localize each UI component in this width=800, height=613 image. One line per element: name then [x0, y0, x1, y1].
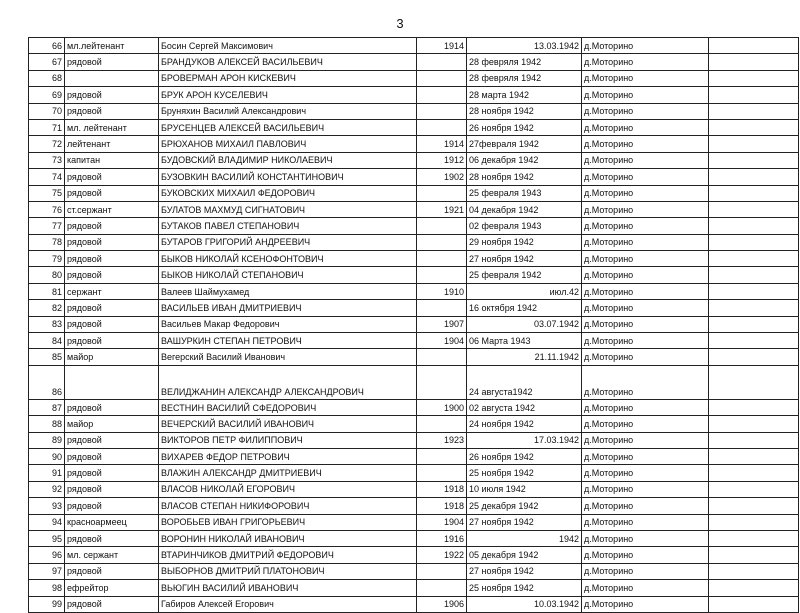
death-date-cell: 28 февряля 1942	[467, 54, 582, 70]
death-date-cell: 28 ноября 1942	[467, 169, 582, 185]
burial-place-cell: д.Моторино	[582, 349, 709, 365]
rank-cell: рядовой	[65, 218, 159, 234]
empty-cell	[709, 498, 799, 514]
name-cell: ВЛАСОВ СТЕПАН НИКИФОРОВИЧ	[159, 498, 417, 514]
empty-cell	[709, 481, 799, 497]
burial-place-cell: д.Моторино	[582, 580, 709, 596]
empty-cell	[709, 416, 799, 432]
rank-cell: рядовой	[65, 234, 159, 250]
death-date-cell: 17.03.1942	[467, 432, 582, 448]
burial-place-cell: д.Моторино	[582, 201, 709, 217]
row-number-cell: 93	[29, 498, 65, 514]
rank-cell: рядовой	[65, 333, 159, 349]
row-number-cell: 78	[29, 234, 65, 250]
death-date-cell: 02 августа 1942	[467, 399, 582, 415]
empty-cell	[709, 234, 799, 250]
rank-cell	[65, 70, 159, 86]
rank-cell: рядовой	[65, 498, 159, 514]
table-row	[29, 201, 799, 217]
burial-place-cell: д.Моторино	[582, 103, 709, 119]
table-row	[29, 563, 799, 579]
birth-year-cell: 1914	[417, 38, 467, 54]
empty-cell	[709, 333, 799, 349]
burial-place-cell: д.Моторино	[582, 251, 709, 267]
burial-place-cell: д.Моторино	[582, 596, 709, 612]
table-row	[29, 416, 799, 432]
name-cell: Босин Сергей Максимович	[159, 38, 417, 54]
birth-year-cell: 1918	[417, 481, 467, 497]
table-row	[29, 596, 799, 612]
empty-cell	[709, 103, 799, 119]
name-cell: БРУК АРОН КУСЕЛЕВИЧ	[159, 87, 417, 103]
row-number-cell: 73	[29, 152, 65, 168]
table-row	[29, 119, 799, 135]
name-cell: ВАШУРКИН СТЕПАН ПЕТРОВИЧ	[159, 333, 417, 349]
rank-cell: мл. сержант	[65, 547, 159, 563]
name-cell: ВЕЛИДЖАНИН АЛЕКСАНДР АЛЕКСАНДРОВИЧ	[159, 365, 417, 399]
death-date-cell: 29 ноября 1942	[467, 234, 582, 250]
birth-year-cell	[417, 267, 467, 283]
burial-place-cell: д.Моторино	[582, 169, 709, 185]
rank-cell: ст.сержант	[65, 201, 159, 217]
rank-cell: рядовой	[65, 251, 159, 267]
row-number-cell: 95	[29, 530, 65, 546]
birth-year-cell	[417, 119, 467, 135]
burial-place-cell: д.Моторино	[582, 365, 709, 399]
death-date-cell: 10.03.1942	[467, 596, 582, 612]
birth-year-cell	[417, 300, 467, 316]
name-cell: БУТАКОВ ПАВЕЛ СТЕПАНОВИЧ	[159, 218, 417, 234]
table-row	[29, 365, 799, 399]
burial-place-cell: д.Моторино	[582, 283, 709, 299]
empty-cell	[709, 563, 799, 579]
empty-cell	[709, 580, 799, 596]
empty-cell	[709, 201, 799, 217]
death-date-cell: 28 февряля 1942	[467, 70, 582, 86]
birth-year-cell: 1906	[417, 596, 467, 612]
name-cell: ВТАРИНЧИКОВ ДМИТРИЙ ФЕДОРОВИЧ	[159, 547, 417, 563]
row-number-cell: 81	[29, 283, 65, 299]
roster-body	[29, 38, 799, 613]
table-row	[29, 136, 799, 152]
rank-cell: сержант	[65, 283, 159, 299]
burial-place-cell: д.Моторино	[582, 563, 709, 579]
burial-place-cell: д.Моторино	[582, 514, 709, 530]
rank-cell: рядовой	[65, 185, 159, 201]
death-date-cell: 28 марта 1942	[467, 87, 582, 103]
empty-cell	[709, 251, 799, 267]
empty-cell	[709, 316, 799, 332]
table-row	[29, 498, 799, 514]
table-row	[29, 349, 799, 365]
row-number-cell: 69	[29, 87, 65, 103]
death-date-cell: 03.07.1942	[467, 316, 582, 332]
burial-place-cell: д.Моторино	[582, 399, 709, 415]
rank-cell: рядовой	[65, 465, 159, 481]
death-date-cell: 25 ноября 1942	[467, 465, 582, 481]
name-cell: БУТАРОВ ГРИГОРИЙ АНДРЕЕВИЧ	[159, 234, 417, 250]
rank-cell: рядовой	[65, 399, 159, 415]
death-date-cell: 10 июля 1942	[467, 481, 582, 497]
birth-year-cell	[417, 87, 467, 103]
burial-place-cell: д.Моторино	[582, 38, 709, 54]
birth-year-cell	[417, 103, 467, 119]
death-date-cell: 27 ноября 1942	[467, 514, 582, 530]
empty-cell	[709, 70, 799, 86]
birth-year-cell: 1907	[417, 316, 467, 332]
name-cell: БЫКОВ НИКОЛАЙ КСЕНОФОНТОВИЧ	[159, 251, 417, 267]
birth-year-cell: 1910	[417, 283, 467, 299]
rank-cell: рядовой	[65, 316, 159, 332]
burial-place-cell: д.Моторино	[582, 432, 709, 448]
rank-cell: рядовой	[65, 169, 159, 185]
birth-year-cell	[417, 448, 467, 464]
table-row	[29, 38, 799, 54]
death-date-cell: 26 ноября 1942	[467, 119, 582, 135]
burial-place-cell: д.Моторино	[582, 87, 709, 103]
burial-place-cell: д.Моторино	[582, 218, 709, 234]
rank-cell: красноармеец	[65, 514, 159, 530]
burial-place-cell: д.Моторино	[582, 185, 709, 201]
row-number-cell: 71	[29, 119, 65, 135]
row-number-cell: 86	[29, 365, 65, 399]
death-date-cell: 24 августа1942	[467, 365, 582, 399]
death-date-cell: 06 декабря 1942	[467, 152, 582, 168]
row-number-cell: 75	[29, 185, 65, 201]
empty-cell	[709, 119, 799, 135]
name-cell: БРУСЕНЦЕВ АЛЕКСЕЙ ВАСИЛЬЕВИЧ	[159, 119, 417, 135]
row-number-cell: 72	[29, 136, 65, 152]
empty-cell	[709, 38, 799, 54]
death-date-cell: июл.42	[467, 283, 582, 299]
table-row	[29, 152, 799, 168]
death-date-cell: 05 декабря 1942	[467, 547, 582, 563]
name-cell: ВЛАСОВ НИКОЛАЙ ЕГОРОВИЧ	[159, 481, 417, 497]
death-date-cell: 25 декабря 1942	[467, 498, 582, 514]
birth-year-cell: 1912	[417, 152, 467, 168]
row-number-cell: 83	[29, 316, 65, 332]
empty-cell	[709, 596, 799, 612]
birth-year-cell: 1914	[417, 136, 467, 152]
burial-place-cell: д.Моторино	[582, 119, 709, 135]
table-row	[29, 448, 799, 464]
empty-cell	[709, 514, 799, 530]
empty-cell	[709, 87, 799, 103]
row-number-cell: 98	[29, 580, 65, 596]
table-row	[29, 465, 799, 481]
burial-place-cell: д.Моторино	[582, 448, 709, 464]
rank-cell: майор	[65, 349, 159, 365]
name-cell: ВЬЮГИН ВАСИЛИЙ ИВАНОВИЧ	[159, 580, 417, 596]
table-row	[29, 103, 799, 119]
table-row	[29, 54, 799, 70]
empty-cell	[709, 547, 799, 563]
burial-place-cell: д.Моторино	[582, 267, 709, 283]
table-row	[29, 530, 799, 546]
birth-year-cell	[417, 563, 467, 579]
rank-cell: рядовой	[65, 267, 159, 283]
burial-place-cell: д.Моторино	[582, 547, 709, 563]
name-cell: БРАНДУКОВ АЛЕКСЕЙ ВАСИЛЬЕВИЧ	[159, 54, 417, 70]
death-date-cell: 28 ноября 1942	[467, 103, 582, 119]
empty-cell	[709, 530, 799, 546]
table-row	[29, 432, 799, 448]
name-cell: БРОВЕРМАН АРОН КИСКЕВИЧ	[159, 70, 417, 86]
name-cell: БУКОВСКИХ МИХАИЛ ФЕДОРОВИЧ	[159, 185, 417, 201]
row-number-cell: 79	[29, 251, 65, 267]
rank-cell: майор	[65, 416, 159, 432]
empty-cell	[709, 365, 799, 399]
table-row	[29, 218, 799, 234]
row-number-cell: 74	[29, 169, 65, 185]
birth-year-cell	[417, 185, 467, 201]
empty-cell	[709, 54, 799, 70]
death-date-cell: 1942	[467, 530, 582, 546]
row-number-cell: 66	[29, 38, 65, 54]
row-number-cell: 96	[29, 547, 65, 563]
rank-cell: рядовой	[65, 432, 159, 448]
birth-year-cell: 1904	[417, 514, 467, 530]
birth-year-cell: 1918	[417, 498, 467, 514]
birth-year-cell	[417, 365, 467, 399]
birth-year-cell	[417, 218, 467, 234]
name-cell: ВИХАРЕВ ФЕДОР ПЕТРОВИЧ	[159, 448, 417, 464]
name-cell: БУЗОВКИН ВАСИЛИЙ КОНСТАНТИНОВИЧ	[159, 169, 417, 185]
row-number-cell: 70	[29, 103, 65, 119]
rank-cell: лейтенант	[65, 136, 159, 152]
rank-cell: капитан	[65, 152, 159, 168]
birth-year-cell	[417, 70, 467, 86]
empty-cell	[709, 169, 799, 185]
rank-cell: рядовой	[65, 596, 159, 612]
table-row	[29, 333, 799, 349]
row-number-cell: 90	[29, 448, 65, 464]
name-cell: ВЛАЖИН АЛЕКСАНДР ДМИТРИЕВИЧ	[159, 465, 417, 481]
rank-cell: рядовой	[65, 448, 159, 464]
rank-cell: мл. лейтенант	[65, 119, 159, 135]
death-date-cell: 27 ноября 1942	[467, 563, 582, 579]
row-number-cell: 80	[29, 267, 65, 283]
birth-year-cell: 1900	[417, 399, 467, 415]
empty-cell	[709, 218, 799, 234]
table-row	[29, 399, 799, 415]
birth-year-cell	[417, 234, 467, 250]
rank-cell: рядовой	[65, 103, 159, 119]
rank-cell: рядовой	[65, 54, 159, 70]
birth-year-cell: 1904	[417, 333, 467, 349]
rank-cell: рядовой	[65, 563, 159, 579]
rank-cell: рядовой	[65, 87, 159, 103]
burial-place-cell: д.Моторино	[582, 333, 709, 349]
table-row	[29, 283, 799, 299]
name-cell: БУЛАТОВ МАХМУД СИГНАТОВИЧ	[159, 201, 417, 217]
empty-cell	[709, 448, 799, 464]
table-row	[29, 185, 799, 201]
rank-cell: ефрейтор	[65, 580, 159, 596]
table-row	[29, 267, 799, 283]
name-cell: ВЕСТНИН ВАСИЛИЙ СФЕДОРОВИЧ	[159, 399, 417, 415]
name-cell: БУДОВСКИЙ ВЛАДИМИР НИКОЛАЕВИЧ	[159, 152, 417, 168]
birth-year-cell: 1916	[417, 530, 467, 546]
name-cell: Валеев Шаймухамед	[159, 283, 417, 299]
empty-cell	[709, 399, 799, 415]
name-cell: ВОРОНИН НИКОЛАЙ ИВАНОВИЧ	[159, 530, 417, 546]
burial-place-cell: д.Моторино	[582, 416, 709, 432]
row-number-cell: 68	[29, 70, 65, 86]
row-number-cell: 94	[29, 514, 65, 530]
birth-year-cell	[417, 580, 467, 596]
empty-cell	[709, 267, 799, 283]
name-cell: БЫКОВ НИКОЛАЙ СТЕПАНОВИЧ	[159, 267, 417, 283]
empty-cell	[709, 185, 799, 201]
death-date-cell: 06 Марта 1943	[467, 333, 582, 349]
burial-place-cell: д.Моторино	[582, 465, 709, 481]
death-date-cell: 02 февраля 1943	[467, 218, 582, 234]
death-date-cell: 25 ноября 1942	[467, 580, 582, 596]
empty-cell	[709, 465, 799, 481]
death-date-cell: 27февраля 1942	[467, 136, 582, 152]
name-cell: Габиров Алексей Егорович	[159, 596, 417, 612]
burial-roster-table	[28, 37, 799, 613]
table-row	[29, 316, 799, 332]
rank-cell: мл.лейтенант	[65, 38, 159, 54]
table-row	[29, 514, 799, 530]
row-number-cell: 99	[29, 596, 65, 612]
row-number-cell: 84	[29, 333, 65, 349]
table-row	[29, 169, 799, 185]
death-date-cell: 25 февраля 1942	[467, 267, 582, 283]
table-row	[29, 547, 799, 563]
empty-cell	[709, 432, 799, 448]
row-number-cell: 92	[29, 481, 65, 497]
table-row	[29, 251, 799, 267]
name-cell: ВЕЧЕРСКИЙ ВАСИЛИЙ ИВАНОВИЧ	[159, 416, 417, 432]
birth-year-cell	[417, 416, 467, 432]
burial-place-cell: д.Моторино	[582, 54, 709, 70]
name-cell: ВОРОБЬЕВ ИВАН ГРИГОРЬЕВИЧ	[159, 514, 417, 530]
burial-place-cell: д.Моторино	[582, 316, 709, 332]
death-date-cell: 21.11.1942	[467, 349, 582, 365]
empty-cell	[709, 300, 799, 316]
table-row	[29, 300, 799, 316]
birth-year-cell	[417, 465, 467, 481]
burial-place-cell: д.Моторино	[582, 152, 709, 168]
death-date-cell: 27 ноября 1942	[467, 251, 582, 267]
birth-year-cell	[417, 349, 467, 365]
burial-place-cell: д.Моторино	[582, 70, 709, 86]
empty-cell	[709, 349, 799, 365]
burial-place-cell: д.Моторино	[582, 498, 709, 514]
rank-cell: рядовой	[65, 300, 159, 316]
death-date-cell: 13.03.1942	[467, 38, 582, 54]
row-number-cell: 85	[29, 349, 65, 365]
table-row	[29, 87, 799, 103]
death-date-cell: 26 ноября 1942	[467, 448, 582, 464]
burial-place-cell: д.Моторино	[582, 481, 709, 497]
row-number-cell: 88	[29, 416, 65, 432]
burial-place-cell: д.Моторино	[582, 530, 709, 546]
birth-year-cell: 1921	[417, 201, 467, 217]
row-number-cell: 89	[29, 432, 65, 448]
death-date-cell: 04 декабря 1942	[467, 201, 582, 217]
rank-cell: рядовой	[65, 530, 159, 546]
death-date-cell: 25 февраля 1943	[467, 185, 582, 201]
name-cell: ВАСИЛЬЕВ ИВАН ДМИТРИЕВИЧ	[159, 300, 417, 316]
name-cell: Вегерский Василий Иванович	[159, 349, 417, 365]
rank-cell	[65, 365, 159, 399]
birth-year-cell	[417, 54, 467, 70]
birth-year-cell: 1923	[417, 432, 467, 448]
empty-cell	[709, 136, 799, 152]
name-cell: БРЮХАНОВ МИХАИЛ ПАВЛОВИЧ	[159, 136, 417, 152]
row-number-cell: 97	[29, 563, 65, 579]
row-number-cell: 67	[29, 54, 65, 70]
table-row	[29, 580, 799, 596]
rank-cell: рядовой	[65, 481, 159, 497]
table-row	[29, 234, 799, 250]
empty-cell	[709, 283, 799, 299]
name-cell: Васильев Макар Федорович	[159, 316, 417, 332]
birth-year-cell	[417, 251, 467, 267]
birth-year-cell: 1902	[417, 169, 467, 185]
row-number-cell: 76	[29, 201, 65, 217]
name-cell: Бруняхин Василий Александрович	[159, 103, 417, 119]
row-number-cell: 77	[29, 218, 65, 234]
page-number: 3	[396, 16, 404, 31]
row-number-cell: 82	[29, 300, 65, 316]
row-number-cell: 87	[29, 399, 65, 415]
birth-year-cell: 1922	[417, 547, 467, 563]
empty-cell	[709, 152, 799, 168]
burial-place-cell: д.Моторино	[582, 234, 709, 250]
burial-place-cell: д.Моторино	[582, 300, 709, 316]
death-date-cell: 16 октября 1942	[467, 300, 582, 316]
table-row	[29, 70, 799, 86]
name-cell: ВИКТОРОВ ПЕТР ФИЛИППОВИЧ	[159, 432, 417, 448]
table-row	[29, 481, 799, 497]
burial-place-cell: д.Моторино	[582, 136, 709, 152]
name-cell: ВЫБОРНОВ ДМИТРИЙ ПЛАТОНОВИЧ	[159, 563, 417, 579]
death-date-cell: 24 ноября 1942	[467, 416, 582, 432]
row-number-cell: 91	[29, 465, 65, 481]
